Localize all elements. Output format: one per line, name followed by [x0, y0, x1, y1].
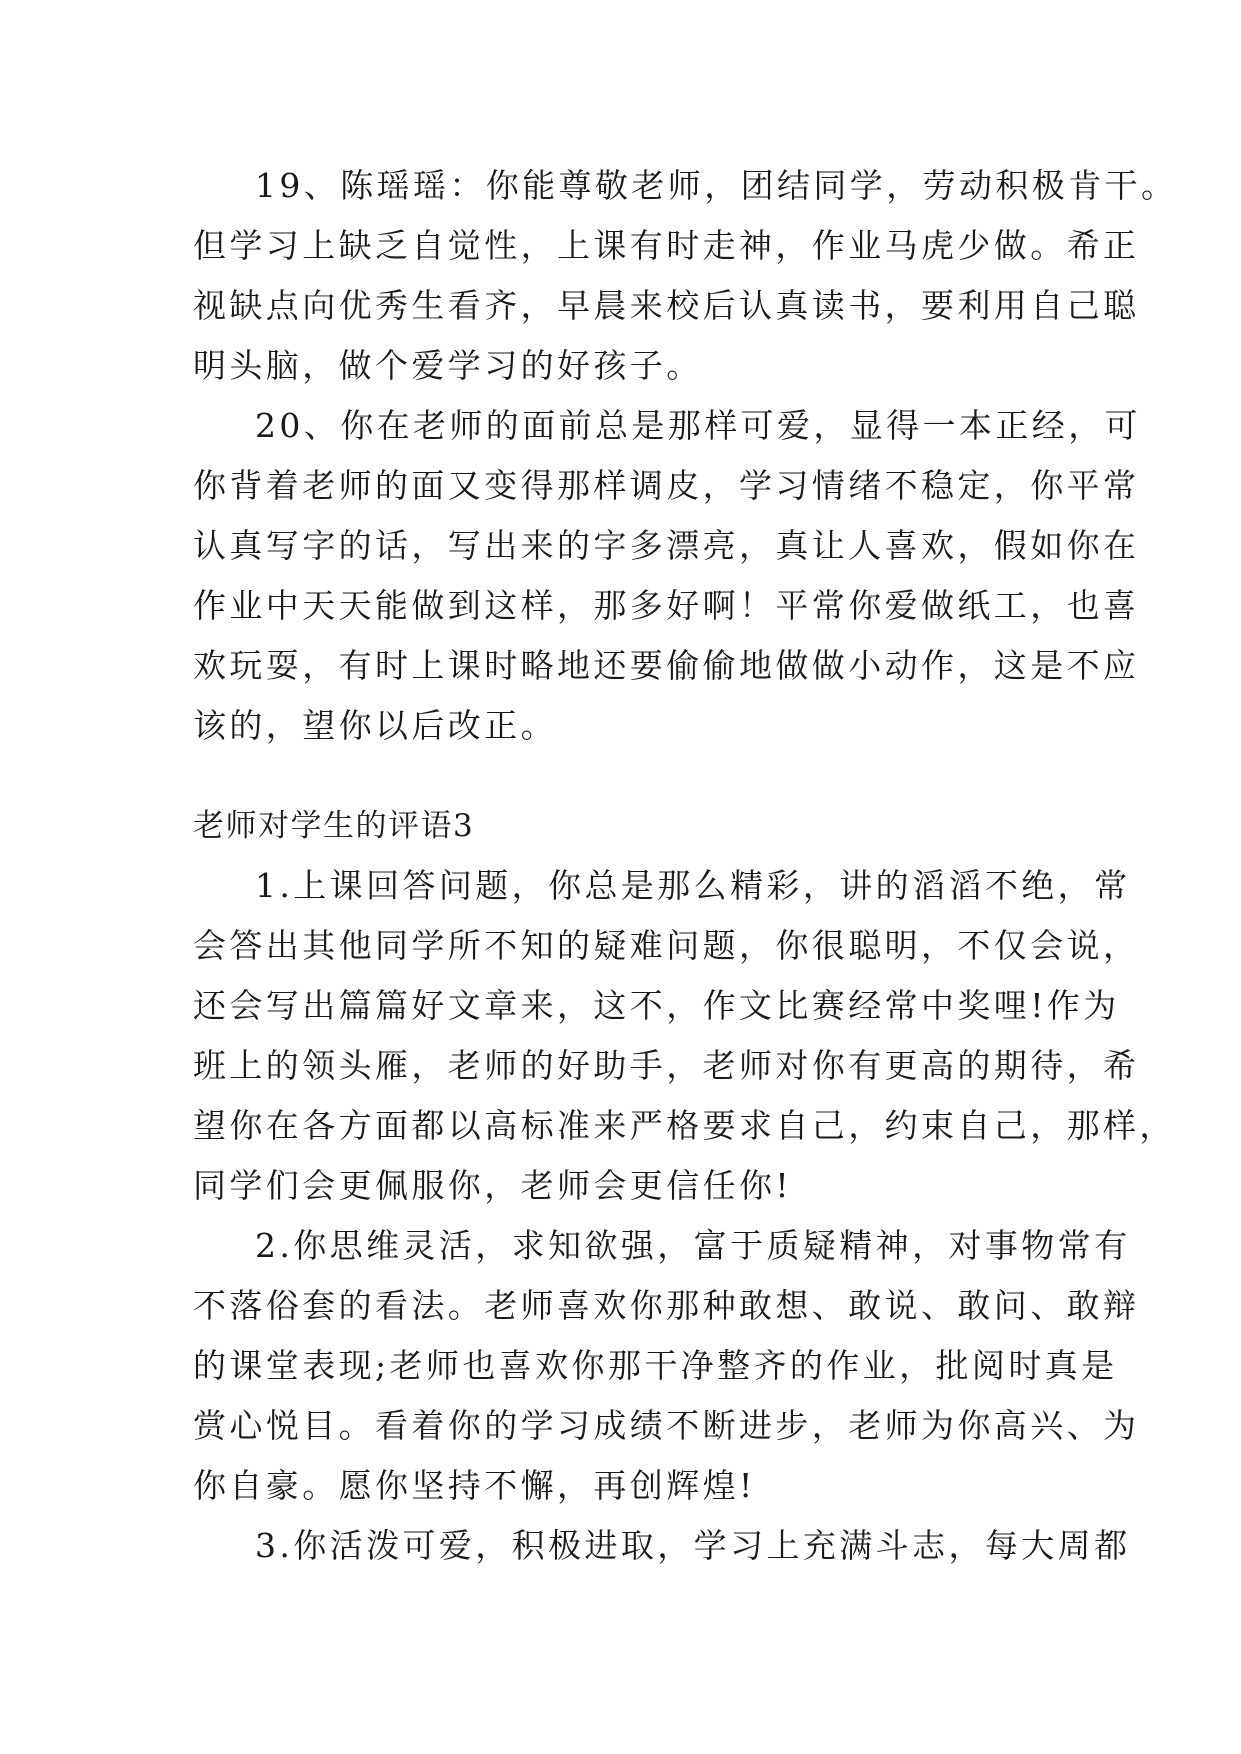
item-1-line-5: 望你在各方面都以高标准来严格要求自己，约束自己，那样， [193, 1106, 1176, 1145]
paragraph-19-line-2: 但学习上缺乏自觉性，上课有时走神，作业马虎少做。希正 [193, 226, 1140, 265]
item-2-line-1: 2.你思维灵活，求知欲强，富于质疑精神，对事物常有 [255, 1226, 1131, 1265]
paragraph-20-line-4: 作业中天天能做到这样，那多好啊！平常你爱做纸工，也喜 [193, 586, 1140, 625]
item-1-line-2: 会答出其他同学所不知的疑难问题，你很聪明，不仅会说， [193, 926, 1140, 965]
item-2-line-4: 赏心悦目。看着你的学习成绩不断进步，老师为你高兴、为 [193, 1406, 1140, 1445]
paragraph-20-line-5: 欢玩耍，有时上课时略地还要偷偷地做做小动作，这是不应 [193, 646, 1140, 685]
paragraph-19-line-4: 明头脑，做个爱学习的好孩子。 [193, 346, 703, 385]
section-heading: 老师对学生的评语3 [193, 808, 475, 844]
item-2-line-2: 不落俗套的看法。老师喜欢你那种敢想、敢说、敢问、敢辩 [193, 1286, 1140, 1325]
item-2-line-3: 的课堂表现;老师也喜欢你那干净整齐的作业，批阅时真是 [193, 1346, 1118, 1385]
item-1-line-1: 1.上课回答问题，你总是那么精彩，讲的滔滔不绝，常 [255, 866, 1131, 905]
paragraph-20-line-2: 你背着老师的面又变得那样调皮，学习情绪不稳定，你平常 [193, 466, 1140, 505]
paragraph-19-line-1: 19、陈瑶瑶：你能尊敬老师，团结同学，劳动积极肯干。 [255, 166, 1178, 205]
item-1-line-6: 同学们会更佩服你，老师会更信任你! [193, 1166, 793, 1205]
paragraph-20-line-6: 该的，望你以后改正。 [193, 706, 557, 745]
item-1-line-3: 还会写出篇篇好文章来，这不，作文比赛经常中奖哩!作为 [193, 986, 1120, 1025]
item-1-line-4: 班上的领头雁，老师的好助手，老师对你有更高的期待，希 [193, 1046, 1140, 1085]
paragraph-19-line-3: 视缺点向优秀生看齐，早晨来校后认真读书，要利用自己聪 [193, 286, 1140, 325]
paragraph-20-line-1: 20、你在老师的面前总是那样可爱，显得一本正经，可 [255, 406, 1141, 445]
paragraph-20-line-3: 认真写字的话，写出来的字多漂亮，真让人喜欢，假如你在 [193, 526, 1140, 565]
item-3-line-1: 3.你活泼可爱，积极进取，学习上充满斗志，每大周都 [255, 1526, 1131, 1565]
item-2-line-5: 你自豪。愿你坚持不懈，再创辉煌! [193, 1466, 756, 1505]
